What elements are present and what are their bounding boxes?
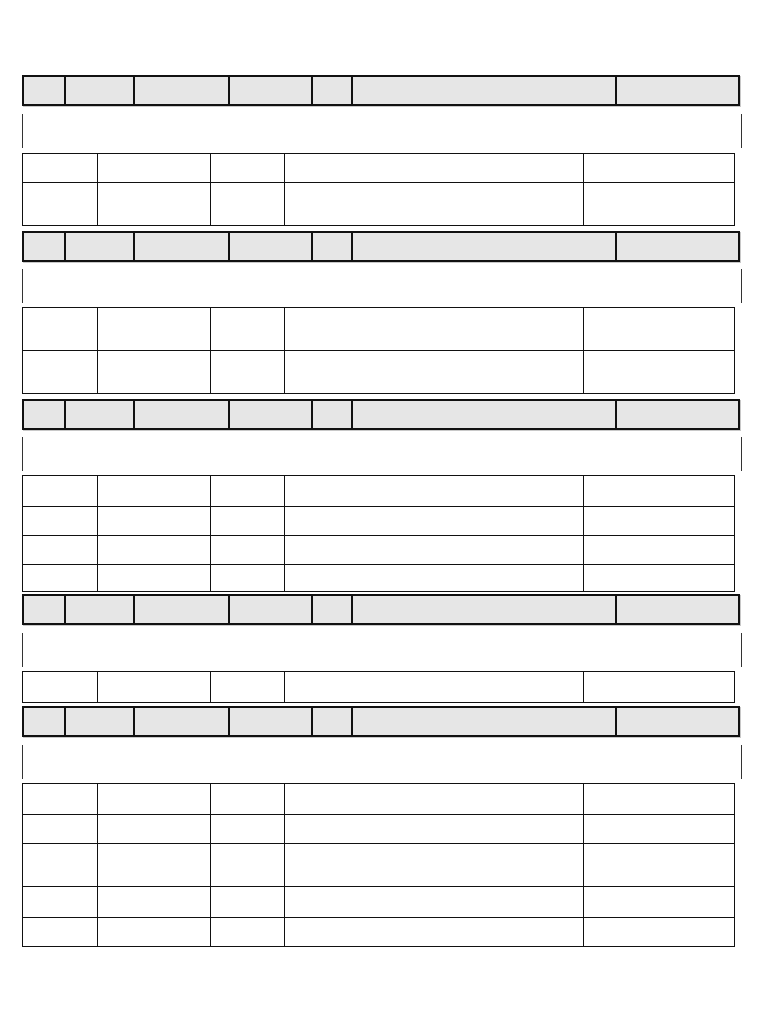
- table-row: [22, 784, 735, 815]
- header-cell: [24, 233, 66, 260]
- section-header-bar: [22, 231, 740, 262]
- table-cell: [584, 183, 736, 225]
- header-cell: [353, 401, 617, 428]
- table-cell: [23, 565, 98, 591]
- section-note-band: [22, 269, 742, 303]
- header-cell: [353, 708, 617, 735]
- table-cell: [584, 154, 736, 182]
- header-cell: [353, 596, 617, 623]
- header-cell: [135, 401, 230, 428]
- table-cell: [98, 918, 211, 946]
- header-cell: [66, 708, 135, 735]
- table-cell: [98, 815, 211, 843]
- table-cell: [23, 887, 98, 917]
- table-cell: [285, 844, 584, 886]
- table-cell: [23, 351, 98, 393]
- table-cell: [23, 672, 98, 702]
- table-cell: [23, 476, 98, 506]
- table-cell: [285, 887, 584, 917]
- table-cell: [211, 308, 285, 350]
- header-cell: [66, 77, 135, 104]
- table-cell: [98, 183, 211, 225]
- table-cell: [285, 476, 584, 506]
- header-cell: [135, 708, 230, 735]
- table-cell: [23, 844, 98, 886]
- table-row: [22, 154, 735, 183]
- table-row: [22, 183, 735, 226]
- table-cell: [98, 536, 211, 564]
- header-cell: [353, 233, 617, 260]
- header-cell: [135, 596, 230, 623]
- header-cell: [313, 77, 353, 104]
- table-cell: [285, 784, 584, 814]
- table-row: [22, 507, 735, 536]
- table-row: [22, 672, 735, 703]
- header-cell: [135, 77, 230, 104]
- table-row: [22, 815, 735, 844]
- table-cell: [285, 672, 584, 702]
- table-row: [22, 844, 735, 887]
- table-cell: [211, 536, 285, 564]
- table-cell: [98, 672, 211, 702]
- header-cell: [230, 708, 313, 735]
- table-cell: [584, 887, 736, 917]
- table-cell: [584, 536, 736, 564]
- table-row: [22, 565, 735, 592]
- section-header-bar: [22, 75, 740, 106]
- header-cell: [313, 596, 353, 623]
- section-note-band: [22, 633, 742, 667]
- header-cell: [230, 401, 313, 428]
- header-cell: [24, 77, 66, 104]
- table-cell: [98, 844, 211, 886]
- table-cell: [285, 815, 584, 843]
- section-grid: [22, 153, 735, 225]
- section-grid: [22, 475, 735, 591]
- table-cell: [23, 815, 98, 843]
- section-grid: [22, 671, 735, 702]
- table-cell: [23, 784, 98, 814]
- header-cell: [230, 77, 313, 104]
- table-cell: [584, 351, 736, 393]
- table-cell: [211, 844, 285, 886]
- table-cell: [285, 565, 584, 591]
- table-cell: [23, 308, 98, 350]
- table-row: [22, 887, 735, 918]
- section-note-band: [22, 437, 742, 471]
- header-cell: [24, 596, 66, 623]
- table-cell: [211, 183, 285, 225]
- table-cell: [98, 351, 211, 393]
- table-cell: [211, 918, 285, 946]
- table-cell: [23, 183, 98, 225]
- header-cell: [617, 401, 740, 428]
- table-cell: [584, 784, 736, 814]
- table-cell: [211, 154, 285, 182]
- header-cell: [135, 233, 230, 260]
- section-note-band: [22, 745, 742, 779]
- table-row: [22, 918, 735, 947]
- table-cell: [211, 887, 285, 917]
- table-cell: [98, 565, 211, 591]
- header-cell: [24, 708, 66, 735]
- section-header-bar: [22, 399, 740, 430]
- table-cell: [98, 308, 211, 350]
- table-cell: [98, 887, 211, 917]
- table-cell: [211, 476, 285, 506]
- table-cell: [584, 565, 736, 591]
- header-cell: [313, 233, 353, 260]
- header-cell: [313, 708, 353, 735]
- table-cell: [584, 476, 736, 506]
- header-cell: [353, 77, 617, 104]
- header-cell: [617, 708, 740, 735]
- table-cell: [584, 815, 736, 843]
- table-cell: [98, 476, 211, 506]
- table-cell: [285, 351, 584, 393]
- table-cell: [211, 565, 285, 591]
- table-cell: [23, 507, 98, 535]
- table-cell: [211, 507, 285, 535]
- table-cell: [285, 536, 584, 564]
- table-cell: [584, 672, 736, 702]
- table-cell: [23, 154, 98, 182]
- section-grid: [22, 783, 735, 946]
- table-row: [22, 308, 735, 351]
- section-header-bar: [22, 594, 740, 625]
- table-cell: [285, 507, 584, 535]
- table-cell: [211, 672, 285, 702]
- table-cell: [211, 784, 285, 814]
- table-cell: [584, 308, 736, 350]
- table-cell: [23, 918, 98, 946]
- table-cell: [98, 784, 211, 814]
- header-cell: [313, 401, 353, 428]
- table-cell: [584, 507, 736, 535]
- section-note-band: [22, 114, 742, 148]
- table-cell: [584, 844, 736, 886]
- header-cell: [617, 233, 740, 260]
- table-row: [22, 351, 735, 394]
- table-row: [22, 536, 735, 565]
- table-cell: [211, 351, 285, 393]
- table-cell: [285, 154, 584, 182]
- table-row: [22, 476, 735, 507]
- table-cell: [285, 308, 584, 350]
- table-cell: [211, 815, 285, 843]
- header-cell: [230, 233, 313, 260]
- header-cell: [230, 596, 313, 623]
- table-cell: [285, 918, 584, 946]
- header-cell: [617, 596, 740, 623]
- table-cell: [98, 154, 211, 182]
- table-cell: [584, 918, 736, 946]
- header-cell: [617, 77, 740, 104]
- table-cell: [285, 183, 584, 225]
- header-cell: [66, 401, 135, 428]
- section-grid: [22, 307, 735, 393]
- header-cell: [24, 401, 66, 428]
- table-cell: [98, 507, 211, 535]
- header-cell: [66, 233, 135, 260]
- header-cell: [66, 596, 135, 623]
- section-header-bar: [22, 706, 740, 737]
- table-cell: [23, 536, 98, 564]
